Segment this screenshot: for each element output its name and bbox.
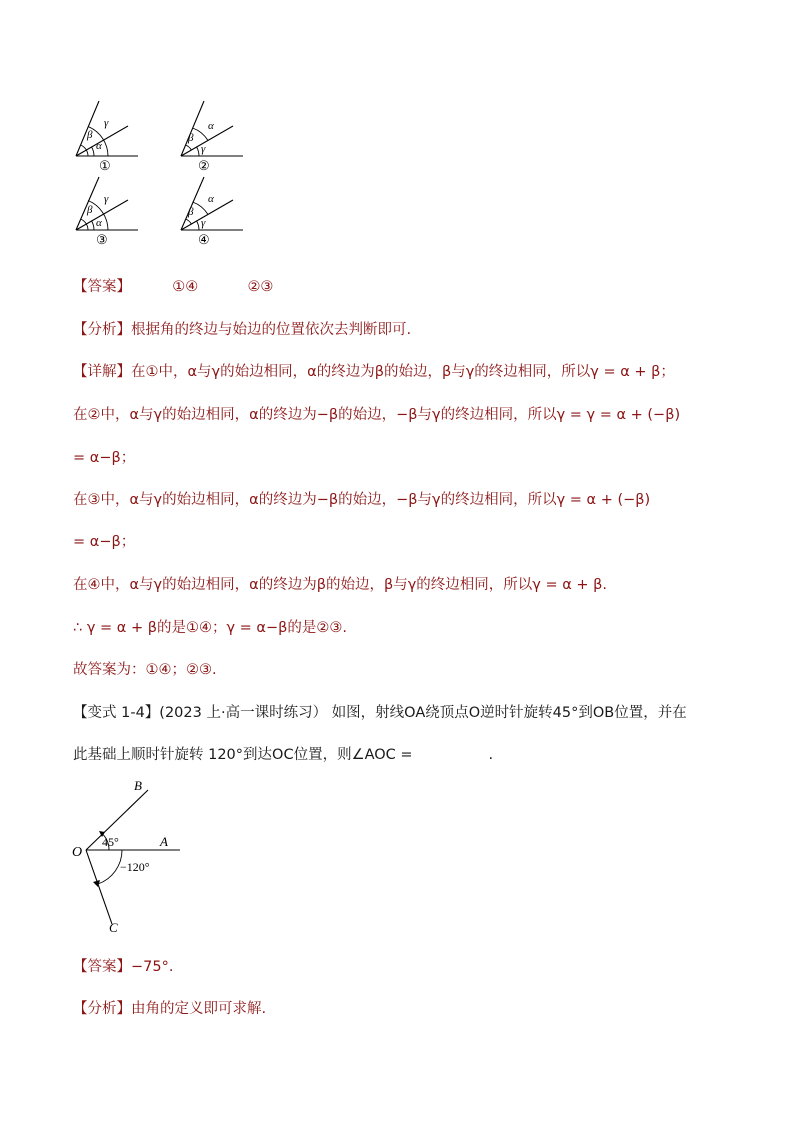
answer-line-1 xyxy=(73,277,273,297)
beta-label: β xyxy=(87,204,93,216)
variant-text-end: . xyxy=(488,747,494,763)
analysis-line-1 xyxy=(73,320,411,340)
detail-line-4: 在③中，α与γ的始边相同，α的终边为−β的始边，−β与γ的终边相同，所以γ = α + (−β) xyxy=(73,492,651,508)
label-c: C xyxy=(109,920,118,935)
gamma-label: γ xyxy=(104,193,109,205)
figure-label-2: ② xyxy=(198,158,210,173)
detail-text-1: 在①中，α与γ的始边相同，α的终边为β的始边，β与γ的终边相同，所以γ = α + β； xyxy=(131,364,675,380)
analysis-text-2: 由角的定义即可求解. xyxy=(131,1001,267,1017)
detail-line-2: 在②中，α与γ的始边相同，α的终边为−β的始边，−β与γ的终边相同，所以γ = γ = α + (−β) xyxy=(73,407,681,423)
alpha-label: α xyxy=(96,217,102,229)
variant-text-1: 如图，射线OA绕顶点O逆时针旋转45°到OB位置，并在 xyxy=(331,705,687,721)
answer-line-2 xyxy=(73,957,173,977)
rotation-figure xyxy=(68,776,192,936)
detail-line-6: 在④中，α与γ的始边相同，α的终边为β的始边，β与γ的终边相同，所以γ = α + β. xyxy=(73,577,608,593)
arc-120 xyxy=(98,850,122,884)
variant-line-1 xyxy=(73,703,687,723)
detail-line-5: = α−β； xyxy=(73,534,136,550)
detail-line-8: 故答案为：①④；②③. xyxy=(73,662,217,678)
answer-tag-2: 【答案】 xyxy=(73,959,131,975)
label-45: 45° xyxy=(102,835,119,849)
analysis-line-2 xyxy=(73,999,266,1019)
figure-1 xyxy=(76,101,138,173)
figure-2 xyxy=(181,101,243,173)
analysis-tag: 【分析】 xyxy=(73,322,131,338)
label-o: O xyxy=(72,845,83,860)
angle-figures xyxy=(66,96,256,256)
ray-oc xyxy=(86,850,112,924)
analysis-tag-2: 【分析】 xyxy=(73,1001,131,1017)
detail-line-3: = α−β； xyxy=(73,450,136,466)
figure-label-1: ① xyxy=(99,158,111,173)
detail-line-7: ∴ γ = α + β的是①④；γ = α−β的是②③. xyxy=(73,620,347,636)
variant-source: (2023 上·高一课时练习） xyxy=(159,705,328,721)
gamma-label: γ xyxy=(201,217,206,229)
label-120: −120° xyxy=(120,860,150,874)
answer-tag: 【答案】 xyxy=(73,279,131,295)
gamma-label: γ xyxy=(201,143,206,155)
detail-line-1 xyxy=(73,362,675,382)
answer-part-b: ②③ xyxy=(247,279,274,295)
analysis-text: 根据角的终边与始边的位置依次去判断即可. xyxy=(131,322,412,338)
variant-text-2: 此基础上顺时针旋转 120°到达OC位置，则∠AOC = xyxy=(73,747,413,763)
answer-text-2: −75°. xyxy=(131,959,174,975)
alpha-label: α xyxy=(96,140,102,152)
beta-label: β xyxy=(188,132,194,144)
answer-part-a: ①④ xyxy=(172,279,199,295)
figure-label-3: ③ xyxy=(96,232,108,247)
figure-label-4: ④ xyxy=(198,232,210,247)
alpha-label: α xyxy=(208,193,214,205)
figure-3 xyxy=(76,177,138,247)
beta-label: β xyxy=(188,206,194,218)
beta-label: β xyxy=(87,129,93,141)
variant-tag: 【变式 1-4】 xyxy=(73,705,160,721)
alpha-label: α xyxy=(208,120,214,132)
detail-tag: 【详解】 xyxy=(73,364,131,380)
variant-line-2 xyxy=(73,745,493,765)
figure-4 xyxy=(181,177,243,247)
label-a: A xyxy=(160,834,168,849)
label-b: B xyxy=(134,778,142,793)
gamma-label: γ xyxy=(104,117,109,129)
